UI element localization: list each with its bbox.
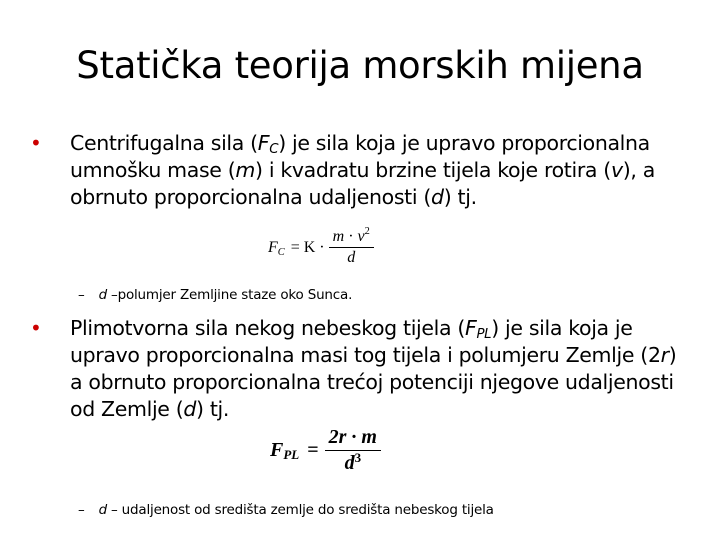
bullet2-var-f: F xyxy=(465,316,477,340)
bullet2-text-5: ) tj. xyxy=(196,397,230,421)
slide-title: Statička teorija morskih mijena xyxy=(76,44,644,87)
sub2-var-d: d xyxy=(98,502,107,518)
bullet1-text-5: ) tj. xyxy=(443,185,477,209)
sub1-var-d: d xyxy=(98,287,107,303)
sub-bullet-2 xyxy=(78,502,494,518)
bullet1-var-d: d xyxy=(431,185,444,209)
formula2-fraction xyxy=(325,426,381,475)
bullet-icon: • xyxy=(30,316,42,340)
bullet2-var-d: d xyxy=(183,397,197,421)
formula2-den-d: d xyxy=(344,452,355,474)
bullet-centrifugal xyxy=(30,130,680,211)
sub2-text: – udaljenost od središta zemlje do središta nebeskog tijela xyxy=(106,502,494,518)
bullet2-var-r: r xyxy=(660,343,669,367)
formula1-fraction xyxy=(329,228,374,267)
formula1-num-exp: 2 xyxy=(364,226,370,237)
sub1-dash: – xyxy=(78,287,85,303)
formula2-lhs-sub: PL xyxy=(283,447,300,462)
bullet2-text-1: Plimotvorna sila xyxy=(70,316,229,340)
bullet1-text-2: ) je sila koja je upravo proporcionalna umnošku mase ( xyxy=(70,131,650,182)
bullet1-var-v: v xyxy=(610,158,623,182)
formula1-den: d xyxy=(347,249,356,266)
sub2-dash: – xyxy=(78,502,85,518)
bullet1-var-f-sub: C xyxy=(269,142,279,157)
sub1-text: –polumjer Zemljine staze oko Sunca. xyxy=(106,287,353,303)
bullet1-text-3: ) i kvadratu brzine tijela koje rotira ( xyxy=(255,158,611,182)
formula1-num-v: v xyxy=(357,228,365,245)
formula1-num-dot: · xyxy=(348,228,354,245)
bullet1-var-m: m xyxy=(235,158,255,182)
bullet1-text-4: ), a obrnuto proporcionalna udaljenosti ( xyxy=(70,158,655,209)
bullet1-var-f: F xyxy=(257,131,270,155)
formula1-eq: = K · xyxy=(290,238,325,256)
bullet-icon: • xyxy=(30,131,42,155)
bullet2-text-2: nekog nebeskog tijela ( xyxy=(228,316,466,340)
formula1-lhs: F xyxy=(268,238,278,256)
sub-bullet-1 xyxy=(78,287,352,303)
bullet2-text-3: ) je sila koja je upravo proporcionalna masi tog tijela i polumjeru Zemlje (2 xyxy=(70,316,661,367)
formula1-lhs-sub: C xyxy=(277,246,285,258)
bullet2-var-f-sub: PL xyxy=(476,327,492,342)
bullet1-text-1: Centrifugalna sila ( xyxy=(70,131,258,155)
formula2-lhs: F xyxy=(270,439,284,461)
bullet2-text-4: ) a obrnuto proporcionalna trećoj potenciji njegove udaljenosti od Zemlje ( xyxy=(70,343,677,421)
formula1-num-m: m xyxy=(332,228,345,245)
formula2-den-exp: 3 xyxy=(354,450,362,465)
formula2-num: 2r · m xyxy=(328,426,377,448)
formula2-eq: = xyxy=(307,439,319,461)
formula-centrifugal xyxy=(268,228,374,267)
bullet-tidal xyxy=(30,315,680,423)
formula-tidal xyxy=(270,426,381,475)
